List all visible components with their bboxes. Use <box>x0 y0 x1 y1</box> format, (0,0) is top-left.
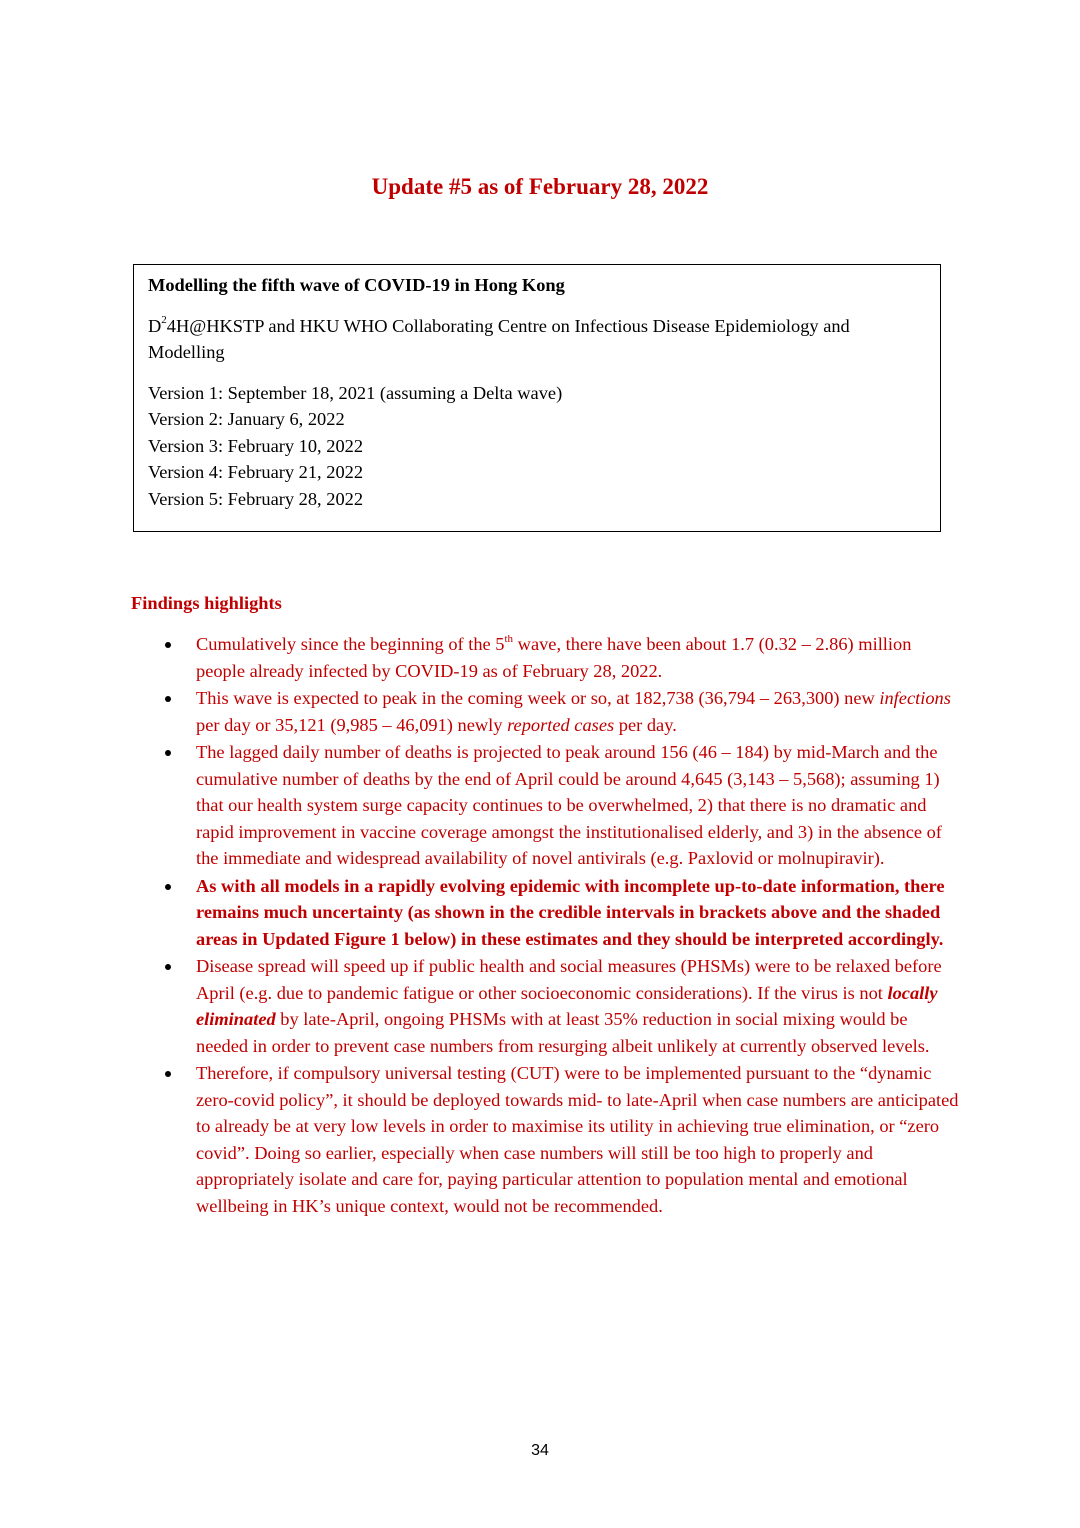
version-line: Version 1: September 18, 2021 (assuming a Delta wave) <box>148 382 563 403</box>
ordinal-superscript: th <box>504 632 514 645</box>
bullet-icon <box>165 884 171 890</box>
finding-text: wave, there have been about 1.7 (0.32 – 2.86) million people already infected by COVID-19 as of February 28, 2022. <box>196 634 912 681</box>
finding-text: As with all models in a rapidly evolving epidemic with incomplete up-to-date information, there remains much uncertainty (as shown in the credible intervals in brackets above and the shaded areas in Updated Figure 1 below) in these estimates and they should be interpreted accordingly. <box>196 875 945 949</box>
version-line: Version 2: January 6, 2022 <box>148 409 345 429</box>
emphasis-locally-eliminated: locally eliminated <box>196 982 938 1029</box>
version-line: Version 4: February 21, 2022 <box>148 462 364 482</box>
finding-text: per day or 35,121 (9,985 – 46,091) newly <box>196 714 508 735</box>
bullet-icon <box>165 1071 171 1077</box>
finding-text: Cumulatively since the beginning of the 5 <box>196 634 505 654</box>
emphasis-infections: infections <box>879 688 951 708</box>
finding-text: This wave is expected to peak in the coming week or so, at 182,738 (36,794 – 263,300) new <box>196 688 880 708</box>
bullet-icon <box>165 750 171 756</box>
findings-list <box>131 631 961 1220</box>
org-prefix: D <box>148 315 162 336</box>
org-superscript: 2 <box>161 314 167 327</box>
page-title: Update #5 as of February 28, 2022 <box>371 174 709 199</box>
bullet-icon <box>165 642 171 648</box>
org-name: 4H@HKSTP and HKU WHO Collaborating Centre on Infectious Disease Epidemiology and Modelling <box>148 315 850 362</box>
bullet-icon <box>165 964 171 970</box>
emphasis-reported-cases: reported cases <box>507 714 615 735</box>
finding-item-universal-testing <box>131 1060 961 1219</box>
finding-item-uncertainty <box>131 873 961 953</box>
finding-text: Therefore, if compulsory universal testing (CUT) were to be implemented pursuant to the “dynamic zero-covid policy”, it should be deployed towards mid- to late-April when case numbers are anticipated to already be at very low levels in order to maximise its utility in achieving true elimination, or “zero covid”. Doing so earlier, especially when case numbers will still be too high to properly and appropriately isolate and care for, paying particular attention to population mental and emotional wellbeing in HK’s unique context, would not be recommended. <box>196 1063 959 1216</box>
version-line: Version 3: February 10, 2022 <box>148 435 364 456</box>
finding-text: per day. <box>614 714 677 735</box>
finding-item-phsm-relaxation <box>131 953 961 1059</box>
finding-text: Disease spread will speed up if public health and social measures (PHSMs) were to be relaxed before April (e.g. due to pandemic fatigue or other socioeconomic considerations). If the virus is not <box>196 956 942 1003</box>
version-line: Version 5: February 28, 2022 <box>148 488 364 509</box>
organization-line <box>148 313 926 366</box>
finding-text: The lagged daily number of deaths is projected to peak around 156 (46 – 184) by mid-March and the cumulative number of deaths by the end of April could be around 4,645 (3,143 – 5,568); assuming 1) that our health system surge capacity continues to be overwhelmed, 2) that there is no dramatic and rapid improvement in vaccine coverage amongst the institutionalised elderly, and 3) in the absence of the immediate and widespread availability of novel antivirals (e.g. Paxlovid or molnupiravir). <box>196 742 942 868</box>
document-info-box <box>133 264 941 532</box>
finding-text: by late-April, ongoing PHSMs with at least 35% reduction in social mixing would be needed in order to prevent case numbers from resurging albeit unlikely at currently observed levels. <box>196 1009 930 1056</box>
finding-item-peak-projection <box>131 685 961 738</box>
finding-item-cumulative-infections <box>131 631 961 684</box>
bullet-icon <box>165 696 171 702</box>
findings-heading: Findings highlights <box>131 593 282 613</box>
page-number: 34 <box>531 1442 549 1459</box>
report-title: Modelling the fifth wave of COVID-19 in Hong Kong <box>148 275 565 295</box>
finding-item-deaths-projection <box>131 739 961 872</box>
